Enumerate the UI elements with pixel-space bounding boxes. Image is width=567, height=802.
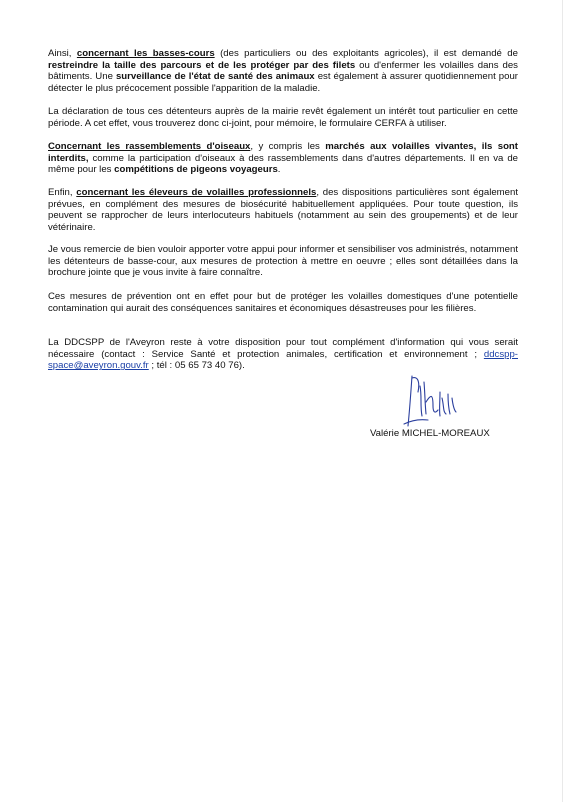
signatory-name: Valérie MICHEL-MOREAUX	[370, 428, 490, 439]
text-span: Ainsi,	[48, 48, 77, 59]
paragraph-contact	[48, 337, 518, 372]
text-span: La DDCSPP de l'Aveyron reste à votre disposition pour tout complément d'information qui vous serait nécessaire (contact : Service Santé et protection animales, certification et environnement ;	[48, 337, 518, 360]
text-span: Enfin,	[48, 187, 77, 198]
email-link[interactable]: ddcspp-space@aveyron.gouv.fr	[48, 348, 518, 372]
text-span: comme la participation d'oiseaux à des rassemblements dans d'autres départements. Il en va de même pour les	[48, 152, 518, 176]
text-span: ou d'enfermer les volailles dans des bâtiments. Une	[48, 59, 518, 83]
emphasis-rassemblements: Concernant les rassemblements d'oiseaux	[48, 141, 251, 152]
paragraph-prevention	[48, 291, 518, 314]
emphasis-eleveurs: concernant les éleveurs de volailles professionnels	[76, 187, 317, 198]
paragraph-remerciements	[48, 244, 518, 279]
text-span: Je vous remercie de bien vouloir apporter votre appui pour informer et sensibiliser vos administrés, notamment les détenteurs de basse-cour, aux mesures de protection à mettre en oeuvre ; elles sont détaillées dans la brochure jointe que je vous invite à faire connaître.	[48, 244, 518, 279]
paragraph-declaration	[48, 106, 518, 129]
emphasis-restreindre: restreindre la taille des parcours et de les protéger par des filets	[48, 59, 356, 71]
text-span: (des particuliers ou des exploitants agricoles), il est demandé de	[214, 48, 518, 59]
paragraph-basses-cours	[48, 48, 518, 94]
page-edge-divider	[562, 0, 563, 802]
text-span: , des dispositions particulières sont également prévues, en complément des mesures de biosécurité habituellement appliquées. Pour toute question, ils peuvent se rapprocher de leurs interlocuteurs habituels (notamment au sein des groupements) et de leur vétérinaire.	[48, 187, 518, 233]
text-span: , y compris les	[250, 141, 326, 152]
emphasis-pigeons: compétitions de pigeons voyageurs	[114, 164, 278, 176]
text-span: est également à assurer quotidiennement pour détecter le plus précocement possible l'apparition de la maladie.	[48, 71, 518, 94]
paragraph-eleveurs	[48, 187, 518, 233]
text-span: .	[277, 164, 281, 176]
handwritten-signature	[398, 372, 478, 430]
text-span: ; tél : 05 65 73 40 76).	[148, 360, 245, 372]
emphasis-surveillance: surveillance de l'état de santé des animaux	[115, 71, 315, 83]
paragraph-rassemblements	[48, 141, 518, 176]
text-span: Ces mesures de prévention ont en effet pour but de protéger les volailles domestiques d'une potentielle contamination qui aurait des conséquences sanitaires et économiques désastreuses pour les filières.	[48, 291, 518, 314]
emphasis-basses-cours: concernant les basses-cours	[76, 48, 215, 59]
emphasis-marches-interdits: marchés aux volailles vivantes, ils sont interdits,	[48, 141, 518, 164]
text-span: La déclaration de tous ces détenteurs auprès de la mairie revêt également un intérêt tout particulier en cette période. A cet effet, vous trouverez donc ci-joint, pour mémoire, le formulaire CERFA à utiliser.	[48, 106, 518, 129]
